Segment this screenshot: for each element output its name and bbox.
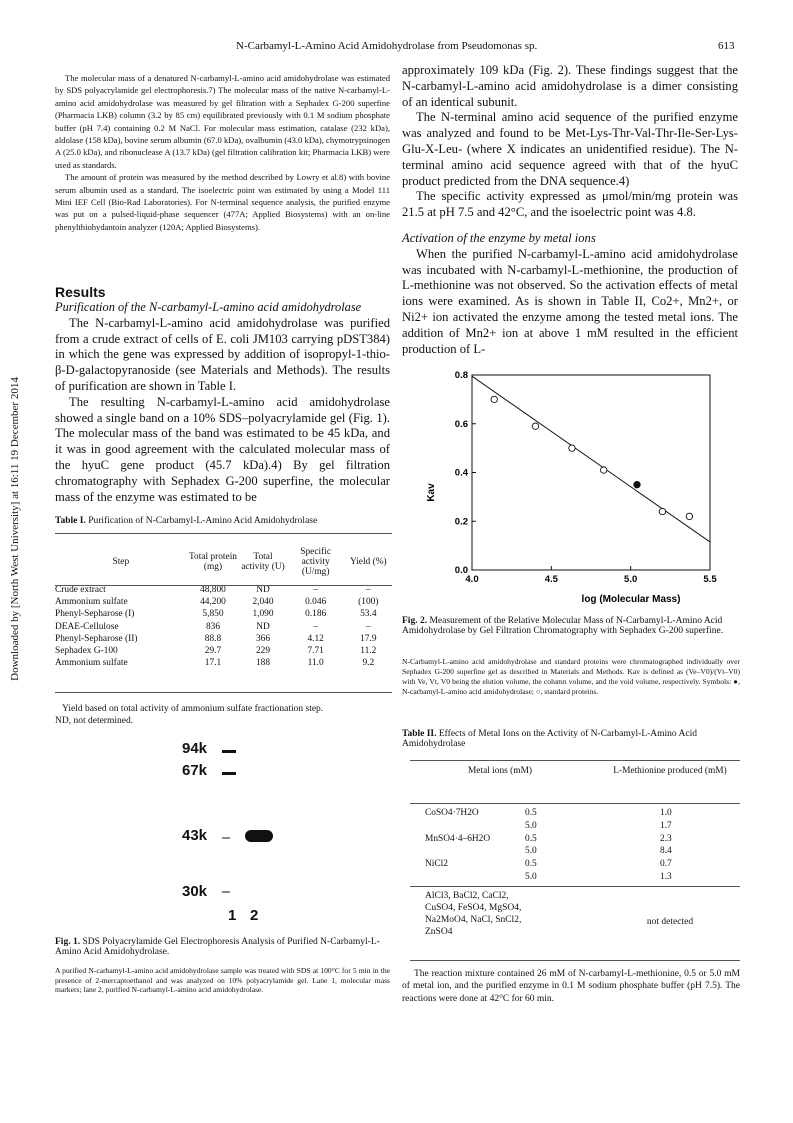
fig2-caption xyxy=(402,616,740,636)
standard-point xyxy=(600,467,606,473)
protein-band xyxy=(245,830,273,842)
marker-label: 43k xyxy=(182,827,208,844)
fig1-label: Fig. 1. xyxy=(55,937,81,947)
y-axis-label: Kav xyxy=(426,483,437,502)
table-row xyxy=(410,859,740,872)
standard-point xyxy=(532,423,538,429)
x-tick-label: 5.0 xyxy=(624,574,638,585)
y-tick-label: 0.4 xyxy=(454,467,468,479)
table-cell: 53.4 xyxy=(360,609,377,620)
marker-label: 94k xyxy=(182,740,208,757)
table-cell: 2,040 xyxy=(252,597,274,608)
table2-title: Effects of Metal Ions on the Activity of N-Carbamyl-L-Amino Acid Amidohydrolase xyxy=(402,729,697,749)
fig2-label: Fig. 2. xyxy=(402,616,428,626)
fig1-legend: A purified N-carbamyl-L-amino acid amidohydrolase sample was treated with SDS at 100°C for 5 min in the presence of 2-mercaptoethanol and was analyzed on 10% polyacrylamide gel. Lane 1, molecular mass markers; lane 2, purified N-carbamyl-L-amino acid amidohydrolase. xyxy=(55,966,390,995)
body-paragraph: The N-terminal amino acid sequence of the purified enzyme was analyzed and found to be Met-Lys-Thr-Val-Thr-Ile-Ser-Lys-Glu-X-Leu- (where X indicates an unidentified residue). The N-terminal amino acid sequence agreed with that of the hyuC product predicted from the DNA sequence.4) xyxy=(402,110,738,188)
others-line: ZnSO4 xyxy=(425,927,453,937)
table-cell: 5,850 xyxy=(202,609,224,620)
results-heading: Results xyxy=(55,284,106,300)
fig2-legend: N-Carbamyl-L-amino acid amidohydrolase and standard proteins were chromatographed individually over Sephadex G-200 superfine gel as described in Materials and Methods. Kav is defined as (Ve–V0)/(Vt–V0) with Ve, Vt, V0 being the elution volume, the column volume, and the void volume, respectively. Symbols: ●, N-carbamyl-L-amino acid amidohydrolase; ○, standard proteins. xyxy=(402,657,740,696)
table1-label: Table I. xyxy=(55,516,86,526)
table-cell: 44,200 xyxy=(200,597,226,608)
table-cell: 366 xyxy=(255,633,271,644)
table1-header: Total protein (mg) xyxy=(188,552,237,572)
table-cell: 836 xyxy=(205,621,220,632)
table1-header: Yield (%) xyxy=(349,557,387,567)
metal-ion: CoSO4·7H2O xyxy=(425,808,479,818)
marker-label: 67k xyxy=(182,762,208,779)
table-cell: 48,800 xyxy=(200,585,226,596)
table-cell: 0.186 xyxy=(305,609,327,620)
right-column-text xyxy=(402,63,738,357)
standard-point xyxy=(569,445,575,451)
methionine-value: 8.4 xyxy=(660,846,672,857)
table-row xyxy=(55,596,392,608)
download-note: Downloaded by [North West University] at 16:11 19 December 2014 xyxy=(9,377,21,681)
metal-conc: 5.0 xyxy=(525,846,537,857)
table-cell: 0.046 xyxy=(305,597,327,608)
standard-point xyxy=(491,396,497,402)
x-tick-label: 5.5 xyxy=(703,574,717,585)
table2-body xyxy=(410,808,740,885)
metal-conc: 5.0 xyxy=(525,871,537,882)
table1-footnote: Yield based on total activity of ammonium sulfate fractionation step. xyxy=(62,704,324,714)
table2-label: Table II. xyxy=(402,729,437,739)
methionine-value: 1.3 xyxy=(660,871,672,882)
methionine-value: 1.7 xyxy=(660,820,672,831)
x-tick-label: 4.0 xyxy=(465,574,479,585)
table-cell: Ammonium sulfate xyxy=(55,658,128,669)
table-cell: Sephadex G-100 xyxy=(55,646,118,657)
table-cell: Phenyl-Sepharose (I) xyxy=(55,609,135,620)
table-cell: – xyxy=(365,585,371,596)
table-cell: 29.7 xyxy=(204,646,222,657)
table1 xyxy=(55,540,392,669)
standard-point xyxy=(659,508,665,514)
table-cell: – xyxy=(313,621,318,632)
methods-paragraph: The molecular mass of a denatured N-carbamyl-L-amino acid amidohydrolase was estimated by SDS polyacrylamide gel electrophoresis.7) The molecular mass of the native N-carbamyl-L-amino acid amidohydrolase was measured by gel filtration with a Sephadex G-200 superfine (Pharmacia LKB) column (3.2 by 85 cm) equilibrated previously with 0.1 M sodium phosphate buffer (pH 7.4) containing 0.2 M NaCl. For molecular mass estimation, catalase (232 kDa), aldolase (158 kDa), bovine serum albumin (67.0 kDa), ovalbumin (43.0 kDa), chymotrypsinogen A (25.0 kDa), and ribonuclease A (13.7 kDa) (gel filtration calibration kit; Pharmacia LKB) were used as standards. xyxy=(55,73,390,170)
metal-conc: 0.5 xyxy=(525,833,537,844)
marker-label: 30k xyxy=(182,883,208,900)
others-line: Na2MoO4, NaCl, SnCl2, xyxy=(425,915,522,925)
table-cell: 88.8 xyxy=(204,633,222,644)
metal-conc: 0.5 xyxy=(525,859,537,870)
fig2-title: Measurement of the Relative Molecular Mass of N-Carbamyl-L-Amino Acid Amidohydrolase by Gel Filtration Chromatography with Sephadex G-200 superfine. xyxy=(402,616,724,636)
table-row xyxy=(410,872,740,885)
table-row xyxy=(410,808,740,821)
standard-point xyxy=(686,513,692,519)
kav-chart xyxy=(410,360,750,610)
body-paragraph: The specific activity expressed as μmol/min/mg protein was 21.5 at pH 7.5 and 42°C, and the isoelectric point was 4.8. xyxy=(402,189,738,220)
table-cell: 7.71 xyxy=(307,646,324,657)
metal-conc: 0.5 xyxy=(525,808,537,818)
methionine-value: 1.0 xyxy=(660,808,672,818)
others-line: AlCl3, BaCl2, CaCl2, xyxy=(425,891,509,901)
methods-text xyxy=(55,72,390,233)
table-cell: Crude extract xyxy=(55,585,106,596)
x-tick-label: 4.5 xyxy=(544,574,558,585)
methionine-value: 0.7 xyxy=(660,859,672,870)
table-cell: Ammonium sulfate xyxy=(55,597,128,608)
table-row xyxy=(410,834,740,847)
page-number: 613 xyxy=(718,40,735,52)
table-cell: – xyxy=(365,621,371,632)
table2-caption xyxy=(402,729,740,749)
table-row xyxy=(410,846,740,859)
table1-footnote: ND, not determined. xyxy=(55,716,134,726)
table-row xyxy=(55,645,392,657)
y-tick-label: 0.0 xyxy=(454,565,468,576)
gel-image xyxy=(150,735,310,930)
plot-frame xyxy=(472,375,710,570)
table1-header: Step xyxy=(112,557,130,567)
table-cell: (100) xyxy=(358,597,379,608)
fig1-title: SDS Polyacrylamide Gel Electrophoresis Analysis of Purified N-Carbamyl-L-Amino Acid Amidohydrolase. xyxy=(55,937,380,957)
table-cell: 4.12 xyxy=(307,633,324,644)
activation-subheading: Activation of the enzyme by metal ions xyxy=(402,230,596,245)
running-title: N-Carbamyl-L-Amino Acid Amidohydrolase from Pseudomonas sp. xyxy=(236,40,538,52)
results-subheading: Purification of the N-carbamyl-L-amino acid amidohydrolase xyxy=(55,300,362,314)
methods-paragraph: The amount of protein was measured by the method described by Lowry et al.8) with bovine serum albumin used as a standard. The isoelectric point was estimated by using a Model 111 Mini IEF Cell (Bio-Rad Laboratories). For N-terminal sequence analysis, the purified enzyme was put on a pulsed-liquid-phase sequencer (477A; Applied Biosystems) with an on-line phenylthiohydantoin analyzer (120A; Applied Biosystems). xyxy=(55,172,390,232)
metal-ion: NiCl2 xyxy=(425,859,448,870)
lane-label: 2 xyxy=(250,907,259,924)
x-axis-label: log (Molecular Mass) xyxy=(581,594,681,605)
table-row xyxy=(55,621,392,633)
metal-ion: MnSO4·4–6H2O xyxy=(425,833,491,844)
table-cell: 11.2 xyxy=(360,646,377,657)
y-tick-label: 0.2 xyxy=(454,516,468,528)
table-row xyxy=(55,608,392,620)
table-cell: 229 xyxy=(255,646,271,657)
results-section xyxy=(55,284,390,505)
table-cell: 1,090 xyxy=(252,609,274,620)
table-cell: Phenyl-Sepharose (II) xyxy=(55,633,138,644)
table-cell: 188 xyxy=(255,658,271,669)
table2-not-detected: not detected xyxy=(646,917,694,927)
table1-header: Specific activity (U/mg) xyxy=(300,547,331,577)
table-cell: 11.0 xyxy=(307,658,324,669)
others-line: CuSO4, FeSO4, MgSO4, xyxy=(425,903,522,913)
table-row xyxy=(55,633,392,645)
table2-others xyxy=(425,890,585,938)
table1-caption xyxy=(55,516,395,526)
table-row xyxy=(410,821,740,834)
fig1-caption xyxy=(55,937,390,957)
table-cell: 17.1 xyxy=(204,658,222,669)
y-tick-label: 0.6 xyxy=(454,418,468,430)
table2-footnote: The reaction mixture contained 26 mM of N-carbamyl-L-methionine, 0.5 or 5.0 mM of metal ion, and the purified enzyme in 0.1 M sodium phosphate buffer (pH 7.5). The reactions were done at 42°C for 60 min. xyxy=(402,969,740,1004)
methionine-value: 2.3 xyxy=(660,833,672,844)
table-cell: DEAE-Cellulose xyxy=(55,621,119,632)
results-paragraph: The resulting N-carbamyl-L-amino acid amidohydrolase showed a single band on a 10% SDS–polyacrylamide gel (Fig. 1). The molecular mass of the band was estimated to be 45 kDa, and it was in good agreement with the calculated molecular mass of the hyuC gene product (45.7 kDa).4) By gel filtration chromatography with Sephadex G-200 superfine, the molecular mass of the enzyme was estimated to be xyxy=(55,394,390,504)
results-paragraph: The N-carbamyl-L-amino acid amidohydrolase was purified from a crude extract of cells of E. coli JM103 carrying pDST384) in which the gene was expressed by addition of isopropyl-1-thio-β-D-galactopyranoside (see Materials and Methods). The results of purification are shown in Table I. xyxy=(55,315,390,393)
table2-header: Metal ions (mM) xyxy=(467,766,533,776)
table-cell: 17.9 xyxy=(360,633,377,644)
table-cell: 9.2 xyxy=(362,658,375,669)
table-cell: ND xyxy=(256,621,270,632)
enzyme-point xyxy=(634,481,640,487)
lane-label: 1 xyxy=(228,907,237,924)
body-paragraph: approximately 109 kDa (Fig. 2). These findings suggest that the N-carbamyl-L-amino acid amidohydrolase is a dimer consisting of an identical subunit. xyxy=(402,63,738,109)
table1-title: Purification of N-Carbamyl-L-Amino Acid Amidohydrolase xyxy=(88,516,318,526)
fit-line xyxy=(472,376,710,542)
table2-header: L-Methionine produced (mM) xyxy=(613,766,727,776)
table-cell: ND xyxy=(256,585,270,596)
metal-conc: 5.0 xyxy=(525,820,537,831)
table-row xyxy=(55,657,392,669)
table1-header: Total activity (U) xyxy=(241,552,285,572)
table-cell: – xyxy=(313,585,318,596)
body-paragraph: When the purified N-carbamyl-L-amino acid amidohydrolase was incubated with N-carbamyl-L-methionine, the production of L-methionine was not observed. So the activation effects of metal ions were examined. As is shown in Table II, Co2+, Mn2+, or Ni2+ ion activated the enzyme among the tested metal ions. The addition of Mn2+ ion at above 1 mM resulted in the efficient production of L- xyxy=(402,246,738,356)
y-tick-label: 0.8 xyxy=(454,370,468,381)
